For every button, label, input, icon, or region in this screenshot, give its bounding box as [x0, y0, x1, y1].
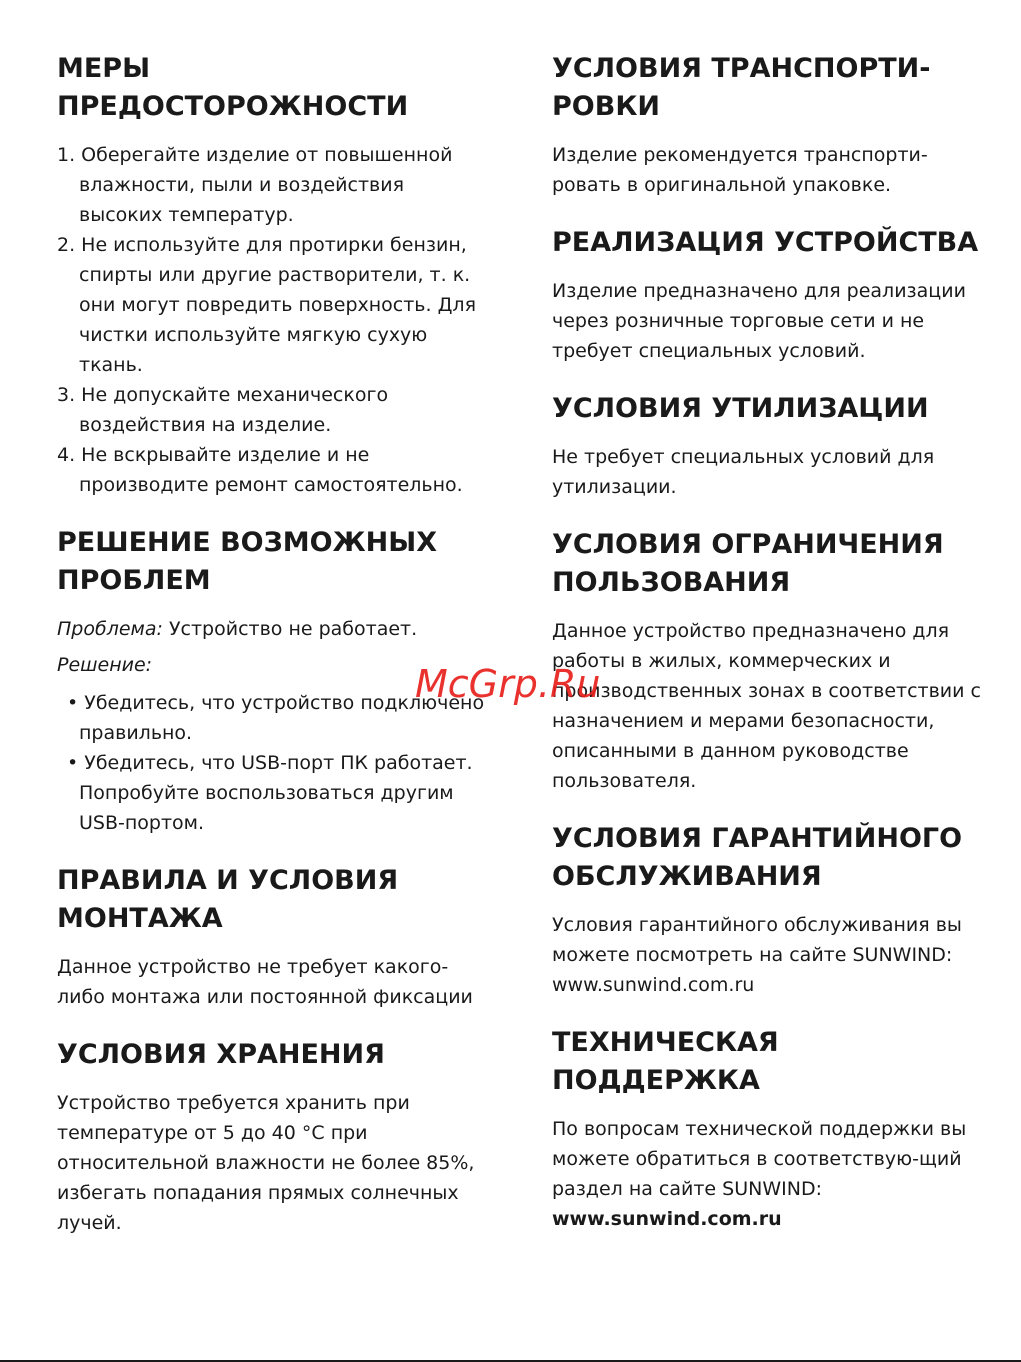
- problem-label: Проблема:: [57, 618, 163, 640]
- precautions-heading-line2: ПРЕДОСТОРОЖНОСТИ: [57, 91, 409, 122]
- sale-section: [552, 224, 992, 366]
- troubleshooting-heading: [57, 524, 487, 600]
- sale-heading: РЕАЛИЗАЦИЯ УСТРОЙСТВА: [552, 227, 979, 258]
- restrictions-section: [552, 526, 992, 796]
- storage-section: [57, 1036, 487, 1238]
- precaution-item-1: 1. Оберегайте изделие от повышенной влажности, пыли и воздействия высоких температур.: [57, 144, 453, 226]
- solution-item-2: • Убедитесь, что USB-порт ПК работает. Попробуйте воспользоваться другим USB-портом.: [67, 752, 473, 834]
- restrictions-heading-line2: ПОЛЬЗОВАНИЯ: [552, 567, 791, 598]
- support-heading: [552, 1024, 992, 1100]
- mounting-section: [57, 862, 487, 1012]
- restrictions-heading-line1: УСЛОВИЯ ОГРАНИЧЕНИЯ: [552, 529, 944, 560]
- disposal-text: Не требует специальных условий для утилизации.: [552, 446, 935, 498]
- warranty-section: [552, 820, 992, 1000]
- left-column: [57, 50, 487, 1262]
- transport-heading: [552, 50, 992, 126]
- support-website-link[interactable]: www.sunwind.com.ru: [552, 1208, 782, 1230]
- disposal-heading: УСЛОВИЯ УТИЛИЗАЦИИ: [552, 393, 929, 424]
- problem-text: Устройство не работает.: [162, 618, 418, 640]
- precaution-item-4: 4. Не вскрывайте изделие и не производите ремонт самостоятельно.: [57, 444, 463, 496]
- precautions-section: [57, 50, 487, 500]
- precautions-list: [57, 140, 487, 500]
- support-text: По вопросам технической поддержки вы можете обратиться в соответствую-щий раздел на сайте SUNWIND:: [552, 1118, 967, 1200]
- storage-text: Устройство требуется хранить при температуре от 5 до 40 °С при относительной влажности не более 85%, избегать попадания прямых солнечных лучей.: [57, 1092, 475, 1234]
- warranty-heading-line1: УСЛОВИЯ ГАРАНТИЙНОГО: [552, 823, 963, 854]
- mounting-heading-line2: МОНТАЖА: [57, 903, 223, 934]
- precautions-heading: [57, 50, 487, 126]
- watermark-logo: McGrp.Ru: [415, 662, 601, 706]
- precaution-item-2: 2. Не используйте для протирки бензин, спирты или другие растворители, т. к. они могут повредить поверхность. Для чистки используйте мягкую сухую ткань.: [57, 234, 477, 376]
- troubleshooting-heading-line2: ПРОБЛЕМ: [57, 565, 211, 596]
- disposal-section: [552, 390, 992, 502]
- problem-line: [57, 614, 487, 644]
- warranty-heading-line2: ОБСЛУЖИВАНИЯ: [552, 861, 822, 892]
- support-section: [552, 1024, 992, 1234]
- mounting-heading-line1: ПРАВИЛА И УСЛОВИЯ: [57, 865, 399, 896]
- transport-text: Изделие рекомендуется транспорти-ровать в оригинальной упаковке.: [552, 144, 928, 196]
- storage-heading: УСЛОВИЯ ХРАНЕНИЯ: [57, 1039, 385, 1070]
- troubleshooting-section: [57, 524, 487, 838]
- support-heading-line1: ТЕХНИЧЕСКАЯ: [552, 1027, 779, 1058]
- precaution-item-3: 3. Не допускайте механического воздействия на изделие.: [57, 384, 389, 436]
- right-column: [552, 50, 992, 1258]
- mounting-heading: [57, 862, 487, 938]
- troubleshooting-heading-line1: РЕШЕНИЕ ВОЗМОЖНЫХ: [57, 527, 438, 558]
- warranty-text: Условия гарантийного обслуживания вы можете посмотреть на сайте SUNWIND: www.sunwind.com.ru: [552, 914, 962, 996]
- solution-label: Решение:: [57, 654, 153, 676]
- warranty-heading: [552, 820, 992, 896]
- restrictions-text: Данное устройство предназначено для работы в жилых, коммерческих и производственных зонах в соответствии с назначением и мерами безопасности, описанными в данном руководстве пользователя.: [552, 620, 981, 792]
- support-heading-line2: ПОДДЕРЖКА: [552, 1065, 760, 1096]
- solution-list: [57, 688, 487, 838]
- sale-text: Изделие предназначено для реализации через розничные торговые сети и не требует специальных условий.: [552, 280, 966, 362]
- precautions-heading-line1: МЕРЫ: [57, 53, 151, 84]
- transport-heading-line1: УСЛОВИЯ ТРАНСПОРТИ-: [552, 53, 931, 84]
- solution-item-1: • Убедитесь, что устройство подключено правильно.: [67, 692, 485, 744]
- transport-heading-line2: РОВКИ: [552, 91, 660, 122]
- restrictions-heading: [552, 526, 992, 602]
- mounting-text: Данное устройство не требует какого-либо монтажа или постоянной фиксации: [57, 956, 473, 1008]
- transport-section: [552, 50, 992, 200]
